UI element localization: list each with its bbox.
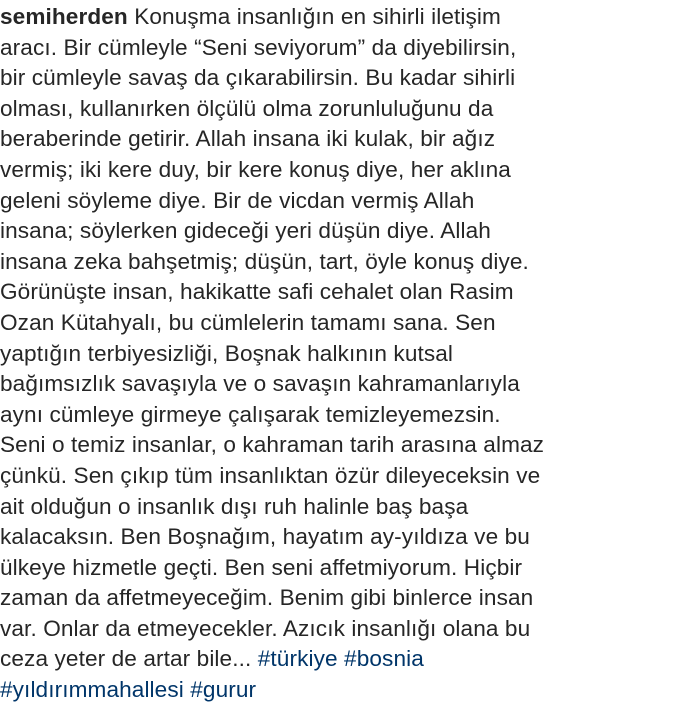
caption-line: zaman da affetmeyeceğim. Benim gibi binlerce insan xyxy=(0,585,534,611)
caption-line: ülkeye hizmetle geçti. Ben seni affetmiyorum. Hiçbir xyxy=(0,554,523,580)
caption-text: Konuşma insanlığın en sihirli iletişim xyxy=(127,4,501,29)
caption-line: yaptığın terbiyesizliği, Boşnak halkının kutsal xyxy=(0,340,454,366)
caption-line xyxy=(0,2,672,33)
caption-line: var. Onlar da etmeyecekler. Azıcık insanlığı olana bu xyxy=(0,615,531,641)
caption-line: vermiş; iki kere duy, bir kere konuş diye, her aklına xyxy=(0,156,511,182)
caption-line: kalacaksın. Ben Boşnağım, hayatım ay-yıldıza ve bu xyxy=(0,524,530,550)
caption-line: Seni o temiz insanlar, o kahraman tarih arasına almaz xyxy=(0,432,545,458)
post-caption xyxy=(0,2,672,706)
caption-line: bağımsızlık savaşıyla ve o savaşın kahramanlarıyla xyxy=(0,371,520,397)
hashtag-link-bosnia[interactable]: #bosnia xyxy=(344,646,424,672)
hashtag-link-turkiye[interactable]: #türkiye xyxy=(257,646,338,672)
caption-line: Ozan Kütahyalı, bu cümlelerin tamamı sana. Sen xyxy=(0,309,496,335)
caption-line: insana; söylerken gideceği yeri düşün diye. Allah xyxy=(0,218,491,244)
caption-line: geleni söyleme diye. Bir de vicdan vermiş Allah xyxy=(0,187,475,213)
caption-text: ceza yeter de artar bile... xyxy=(0,646,258,672)
caption-line: çünkü. Sen çıkıp tüm insanlıktan özür dileyeceksin ve xyxy=(0,462,541,488)
hashtag-link-yildirimmahallesi[interactable]: #yıldırımmahallesi xyxy=(0,677,184,703)
caption-line: insana zeka bahşetmiş; düşün, tart, öyle konuş diye. xyxy=(0,248,529,274)
caption-line xyxy=(0,644,672,675)
username-link[interactable]: semiherden xyxy=(0,4,128,29)
caption-line xyxy=(0,675,672,706)
caption-line: Görünüşte insan, hakikatte safi cehalet olan Rasim xyxy=(0,279,514,305)
caption-line: beraberinde getirir. Allah insana iki kulak, bir ağız xyxy=(0,126,496,152)
caption-line: olması, kullanırken ölçülü olma zorunluluğunu da xyxy=(0,95,494,121)
caption-line: aynı cümleye girmeye çalışarak temizleyemezsin. xyxy=(0,401,501,427)
caption-line: bir cümleyle savaş da çıkarabilirsin. Bu kadar sihirli xyxy=(0,65,516,91)
hashtag-link-gurur[interactable]: #gurur xyxy=(190,677,257,703)
caption-line: aracı. Bir cümleyle “Seni seviyorum” da diyebilirsin, xyxy=(0,34,517,60)
caption-line: ait olduğun o insanlık dışı ruh halinle baş başa xyxy=(0,493,469,519)
